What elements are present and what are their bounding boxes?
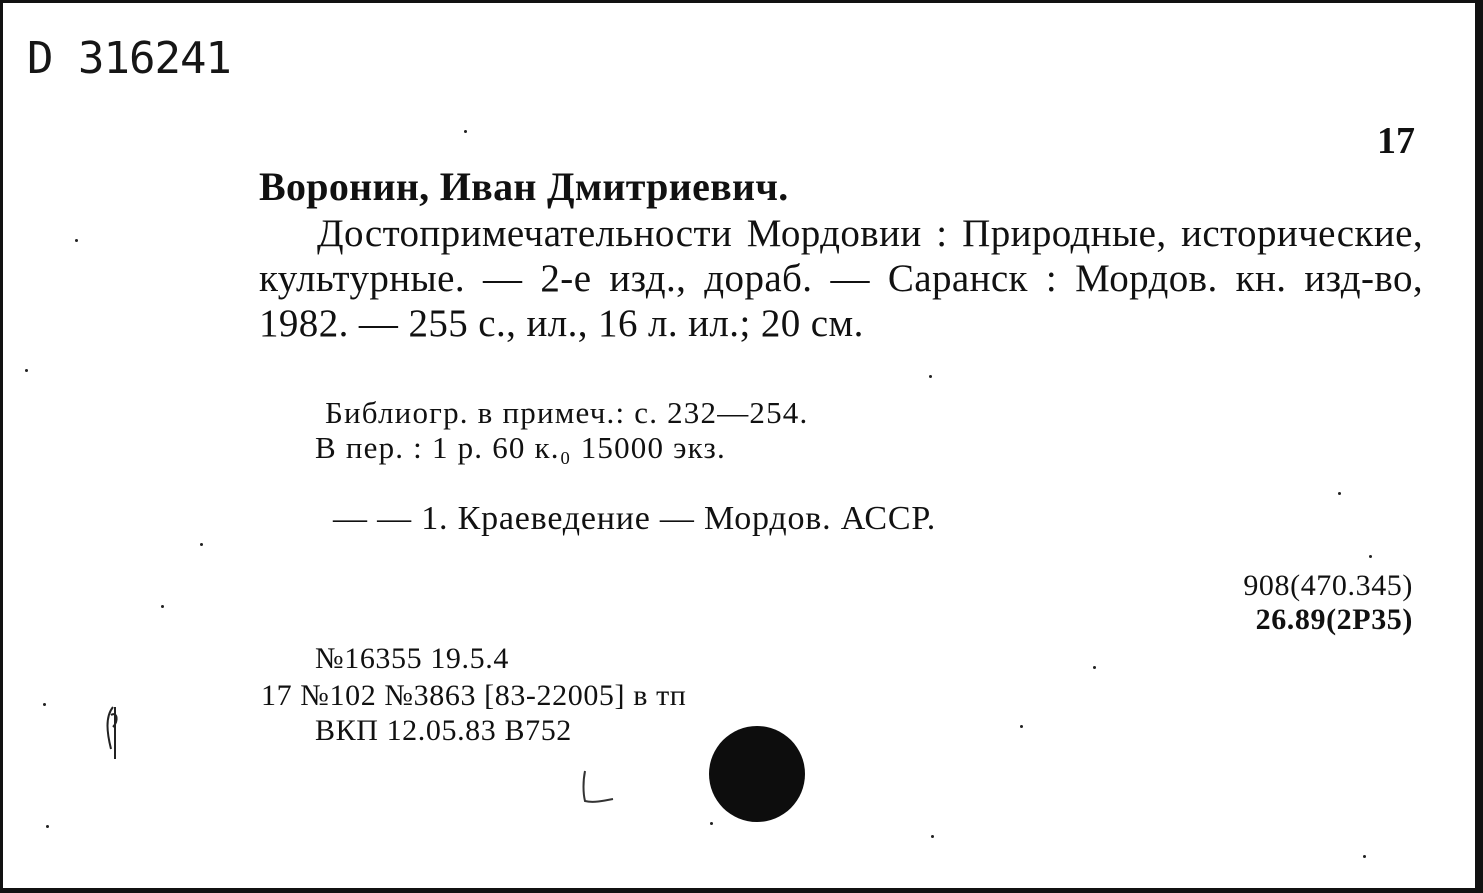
price-and-print-run: В пер. : 1 р. 60 к.₀ 15000 экз. xyxy=(315,430,726,465)
speck xyxy=(1020,725,1023,728)
speck xyxy=(931,835,934,838)
subject-heading: — — 1. Краеведение — Мордов. АССР. xyxy=(333,500,937,537)
speck xyxy=(1338,492,1341,495)
bibliographic-description: Достопримечательности Мордовии : Природные, исторические, культурные. — 2-е изд., дораб. — Саранск : Мордов. кн. изд-во, 1982. — 255 с., ил., 16 л. ил.; 20 см. xyxy=(259,212,1423,345)
classification-code-secondary: 26.89(2Р35) xyxy=(1255,603,1413,636)
handwritten-inventory-number: D 316241 xyxy=(27,33,231,84)
speck xyxy=(200,543,203,546)
registry-line: №16355 19.5.4 xyxy=(315,642,509,675)
handwritten-initial-icon xyxy=(577,767,623,807)
punch-hole xyxy=(709,726,805,822)
classification-code-primary: 908(470.345) xyxy=(1243,569,1413,602)
speck xyxy=(161,605,164,608)
author-heading: Воронин, Иван Дмитриевич. xyxy=(259,164,789,209)
registry-line: 17 №102 №3863 [83-22005] в тп xyxy=(261,679,687,712)
bibliography-note: Библиогр. в примеч.: с. 232—254. xyxy=(325,395,809,430)
speck xyxy=(75,239,78,242)
speck xyxy=(929,375,932,378)
speck xyxy=(25,369,28,372)
speck xyxy=(46,825,49,828)
speck xyxy=(1093,666,1096,669)
speck xyxy=(1363,855,1366,858)
speck xyxy=(710,822,713,825)
speck xyxy=(43,703,46,706)
card-number: 17 xyxy=(1377,120,1415,162)
speck xyxy=(464,130,467,133)
registry-line: ВКП 12.05.83 В752 xyxy=(315,714,572,747)
speck xyxy=(1369,555,1372,558)
handwritten-mark-icon xyxy=(99,703,129,763)
